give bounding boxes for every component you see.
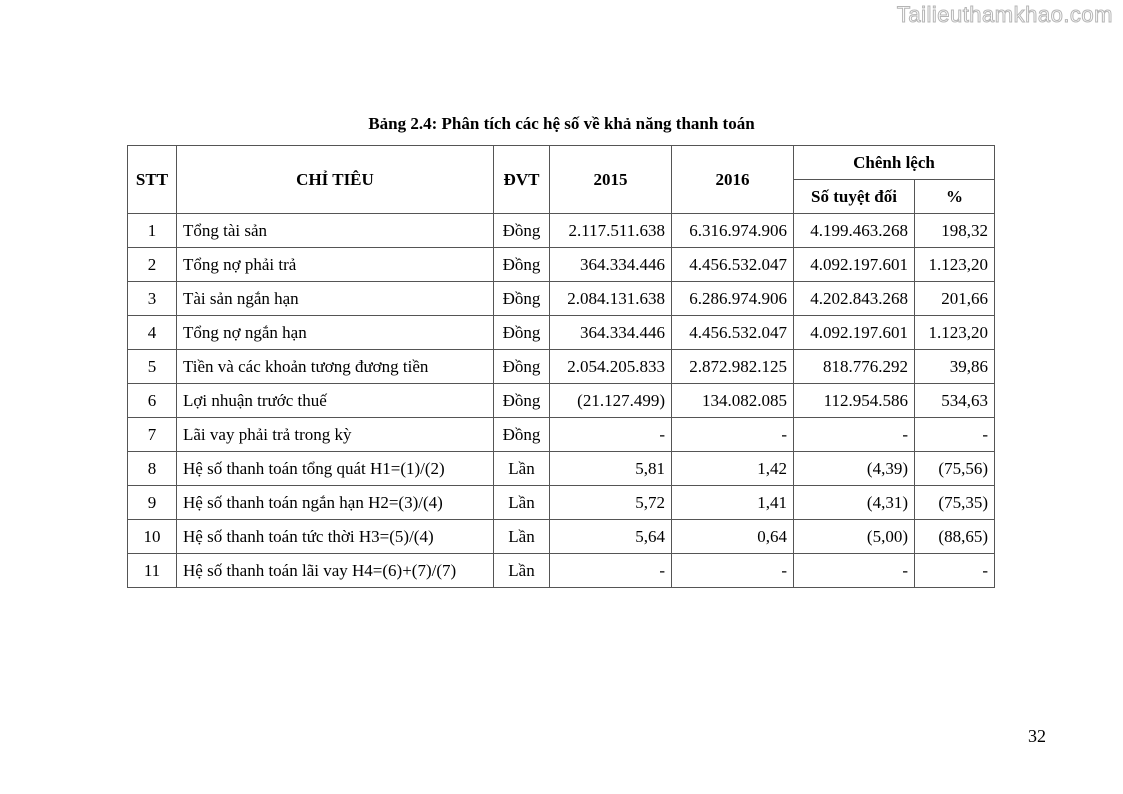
- cell-percent-change: (75,56): [915, 452, 995, 486]
- header-so-tuyet-doi: Số tuyệt đối: [794, 180, 915, 214]
- cell-percent-change: 1.123,20: [915, 316, 995, 350]
- header-chi-tieu: CHỈ TIÊU: [177, 146, 494, 214]
- cell-percent-change: 1.123,20: [915, 248, 995, 282]
- cell-2016: 6.286.974.906: [672, 282, 794, 316]
- cell-stt: 10: [128, 520, 177, 554]
- cell-absolute-change: 4.092.197.601: [794, 316, 915, 350]
- cell-absolute-change: 112.954.586: [794, 384, 915, 418]
- table-row: [128, 282, 995, 316]
- cell-2015: 2.054.205.833: [550, 350, 672, 384]
- cell-2015: (21.127.499): [550, 384, 672, 418]
- cell-2016: 4.456.532.047: [672, 248, 794, 282]
- cell-indicator: Lợi nhuận trước thuế: [177, 384, 494, 418]
- cell-stt: 7: [128, 418, 177, 452]
- cell-2015: 364.334.446: [550, 248, 672, 282]
- cell-stt: 3: [128, 282, 177, 316]
- cell-2015: -: [550, 554, 672, 588]
- header-chenh-lech: Chênh lệch: [794, 146, 995, 180]
- cell-indicator: Tiền và các khoản tương đương tiền: [177, 350, 494, 384]
- cell-2016: 2.872.982.125: [672, 350, 794, 384]
- cell-absolute-change: -: [794, 418, 915, 452]
- cell-absolute-change: (5,00): [794, 520, 915, 554]
- page-number: 32: [1028, 726, 1046, 746]
- cell-unit: Đồng: [494, 248, 550, 282]
- cell-2016: 0,64: [672, 520, 794, 554]
- cell-percent-change: (88,65): [915, 520, 995, 554]
- cell-stt: 9: [128, 486, 177, 520]
- cell-percent-change: -: [915, 418, 995, 452]
- cell-percent-change: 198,32: [915, 214, 995, 248]
- table-row: [128, 248, 995, 282]
- cell-unit: Đồng: [494, 214, 550, 248]
- cell-2015: 2.084.131.638: [550, 282, 672, 316]
- header-2016: 2016: [672, 146, 794, 214]
- cell-unit: Lần: [494, 520, 550, 554]
- header-percent: %: [915, 180, 995, 214]
- cell-unit: Đồng: [494, 350, 550, 384]
- cell-unit: Đồng: [494, 418, 550, 452]
- header-2015: 2015: [550, 146, 672, 214]
- table-row: [128, 214, 995, 248]
- cell-2015: 364.334.446: [550, 316, 672, 350]
- header-dvt: ĐVT: [494, 146, 550, 214]
- table-row: [128, 418, 995, 452]
- cell-stt: 8: [128, 452, 177, 486]
- cell-indicator: Tài sản ngắn hạn: [177, 282, 494, 316]
- cell-absolute-change: 4.202.843.268: [794, 282, 915, 316]
- table-caption: Bảng 2.4: Phân tích các hệ số về khả năng thanh toán: [368, 114, 755, 133]
- cell-stt: 5: [128, 350, 177, 384]
- table-row: [128, 452, 995, 486]
- cell-unit: Đồng: [494, 384, 550, 418]
- table-row: [128, 520, 995, 554]
- cell-absolute-change: 818.776.292: [794, 350, 915, 384]
- cell-2016: -: [672, 418, 794, 452]
- cell-unit: Đồng: [494, 316, 550, 350]
- cell-2015: 5,81: [550, 452, 672, 486]
- table-row: [128, 384, 995, 418]
- cell-2015: 5,64: [550, 520, 672, 554]
- cell-2016: 134.082.085: [672, 384, 794, 418]
- cell-indicator: Tổng tài sản: [177, 214, 494, 248]
- header-stt: STT: [128, 146, 177, 214]
- table-body: [128, 214, 995, 588]
- table-row: [128, 486, 995, 520]
- cell-2016: -: [672, 554, 794, 588]
- cell-absolute-change: 4.199.463.268: [794, 214, 915, 248]
- table-row: [128, 350, 995, 384]
- cell-absolute-change: (4,39): [794, 452, 915, 486]
- table-row: [128, 554, 995, 588]
- cell-unit: Lần: [494, 486, 550, 520]
- cell-percent-change: 201,66: [915, 282, 995, 316]
- cell-2016: 6.316.974.906: [672, 214, 794, 248]
- cell-indicator: Hệ số thanh toán ngắn hạn H2=(3)/(4): [177, 486, 494, 520]
- cell-indicator: Lãi vay phải trả trong kỳ: [177, 418, 494, 452]
- cell-percent-change: (75,35): [915, 486, 995, 520]
- cell-stt: 6: [128, 384, 177, 418]
- cell-indicator: Hệ số thanh toán tổng quát H1=(1)/(2): [177, 452, 494, 486]
- cell-indicator: Hệ số thanh toán tức thời H3=(5)/(4): [177, 520, 494, 554]
- cell-percent-change: 534,63: [915, 384, 995, 418]
- cell-2015: 5,72: [550, 486, 672, 520]
- cell-stt: 11: [128, 554, 177, 588]
- cell-2016: 1,42: [672, 452, 794, 486]
- cell-absolute-change: (4,31): [794, 486, 915, 520]
- cell-stt: 1: [128, 214, 177, 248]
- table-row: [128, 316, 995, 350]
- cell-unit: Đồng: [494, 282, 550, 316]
- cell-absolute-change: -: [794, 554, 915, 588]
- cell-2016: 1,41: [672, 486, 794, 520]
- liquidity-ratio-table: [127, 145, 995, 588]
- cell-indicator: Tổng nợ phải trả: [177, 248, 494, 282]
- cell-indicator: Hệ số thanh toán lãi vay H4=(6)+(7)/(7): [177, 554, 494, 588]
- cell-2016: 4.456.532.047: [672, 316, 794, 350]
- cell-2015: 2.117.511.638: [550, 214, 672, 248]
- watermark: Tailieuthamkhao.com: [896, 2, 1113, 27]
- cell-stt: 2: [128, 248, 177, 282]
- cell-2015: -: [550, 418, 672, 452]
- cell-percent-change: -: [915, 554, 995, 588]
- cell-unit: Lần: [494, 452, 550, 486]
- cell-unit: Lần: [494, 554, 550, 588]
- cell-absolute-change: 4.092.197.601: [794, 248, 915, 282]
- cell-stt: 4: [128, 316, 177, 350]
- cell-indicator: Tổng nợ ngắn hạn: [177, 316, 494, 350]
- cell-percent-change: 39,86: [915, 350, 995, 384]
